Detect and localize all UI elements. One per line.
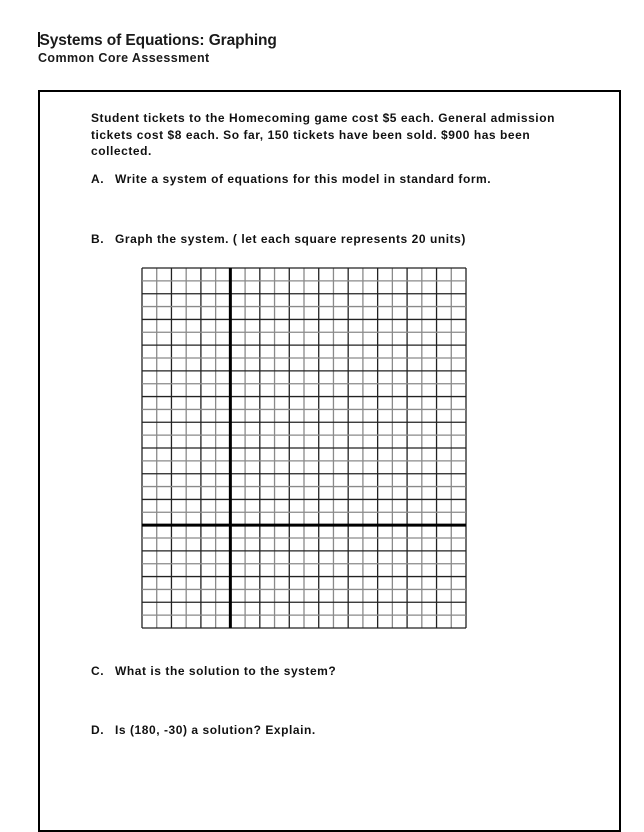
question-a xyxy=(91,172,491,186)
document-subtitle: Common Core Assessment xyxy=(38,51,210,65)
question-text: Graph the system. ( let each square represents 20 units) xyxy=(115,232,466,246)
grid-lines xyxy=(142,268,466,628)
coordinate-grid xyxy=(141,267,467,630)
question-c xyxy=(91,664,336,678)
question-label: C. xyxy=(91,664,105,678)
question-text: What is the solution to the system? xyxy=(115,664,337,678)
question-label: A. xyxy=(91,172,105,186)
problem-statement: Student tickets to the Homecoming game cost $5 each. General admission tickets cost $8 each. So far, 150 tickets have been sold. $900 has been collected. xyxy=(91,111,555,158)
document-title xyxy=(38,32,277,50)
question-text: Is (180, -30) a solution? Explain. xyxy=(115,723,316,737)
question-label: D. xyxy=(91,723,105,737)
title-text: Systems of Equations: Graphing xyxy=(39,32,277,49)
question-text: Write a system of equations for this model in standard form. xyxy=(115,172,492,186)
question-label: B. xyxy=(91,232,105,246)
question-b xyxy=(91,232,466,246)
question-d xyxy=(91,723,316,737)
document-header xyxy=(38,32,277,66)
